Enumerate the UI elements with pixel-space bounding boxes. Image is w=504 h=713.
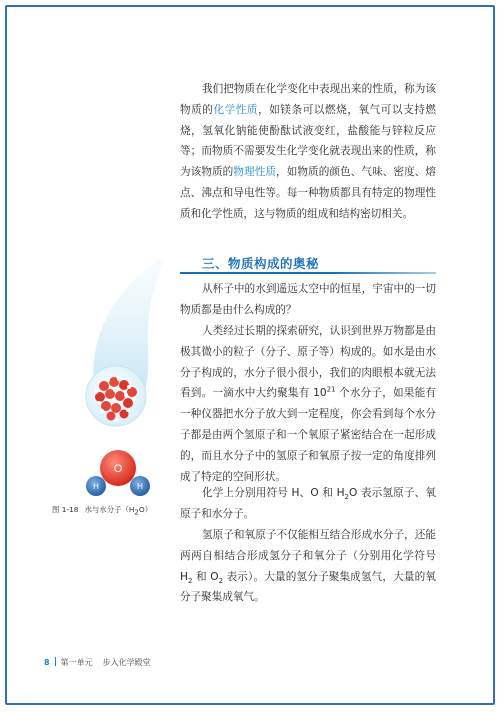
element-paragraph bbox=[180, 525, 436, 608]
keyword-chemical-property: 化学性质 bbox=[213, 103, 259, 116]
water-molecule-illustration bbox=[66, 258, 170, 498]
hydrogen-label-right: H bbox=[137, 482, 143, 491]
intro-text-1: 我们把物质在化学变化中表现出来的性质，称为该物质的 bbox=[180, 83, 436, 116]
footer-separator bbox=[55, 657, 56, 666]
element-text-2: 和 O bbox=[192, 570, 219, 583]
subscript: 2 bbox=[344, 493, 350, 502]
keyword-physical-property: 物理性质 bbox=[233, 166, 277, 179]
intro-paragraph bbox=[180, 79, 436, 225]
element-text-3: 表示）。大量的氢分子聚集成氢气，大量的氧分子聚集成氧气。 bbox=[180, 570, 436, 604]
oxygen-label: O bbox=[113, 463, 123, 475]
symbol-paragraph bbox=[180, 483, 436, 525]
figure-number: 图 1-18 bbox=[52, 505, 79, 514]
symbol-text-1: 化学上分别用符号 H、O 和 H bbox=[202, 487, 345, 499]
hydrogen-label-left: H bbox=[93, 482, 99, 491]
intro-text-3: ，如物质的颜色、气味、密度、熔点、沸点和导电性等。每一种物质都具有特定的物理性质和化学性质，这与物质的组成和结构密切相关。 bbox=[180, 166, 437, 220]
figure-caption bbox=[52, 504, 152, 515]
symbol-text-2: O 表示氢原子、氧原子和水分子。 bbox=[180, 487, 436, 520]
subscript-h2: 2 bbox=[187, 576, 193, 585]
unit-title: 步入化学殿堂 bbox=[102, 658, 151, 667]
section-heading-underline bbox=[180, 272, 436, 274]
caption-subscript: 2 bbox=[134, 508, 139, 517]
question-paragraph: 从杯子中的水到遥远太空中的恒星，宇宙中的一切物质都是由什么构成的？ bbox=[180, 283, 436, 316]
exponent: 21 bbox=[326, 385, 336, 394]
molecule-text-1: 人类经过长期的探索研究，认识到世界万物都是由极其微小的粒子（分子、原子等）构成的。如水是由水分子构成的，水分子很小很小，我们的肉眼根本就无法看到。一滴水中大约聚集有 10 bbox=[180, 325, 436, 400]
page-number: 8 bbox=[44, 658, 50, 667]
caption-text: 水与水分子（H bbox=[84, 505, 135, 514]
page-footer bbox=[44, 657, 151, 668]
intro-text-2: ，如镁条可以燃烧，氧气可以支持燃烧，氢氧化钠能使酚酞试液变红，盐酸能与锌粒反应等；而物质不需要发生化学变化就表现出来的性质，称为该物质的 bbox=[180, 103, 437, 179]
element-text-1: 氢原子和氧原子不仅能相互结合形成水分子，还能两两自相结合形成氢分子和氧分子（分别用化学符号 H bbox=[180, 529, 436, 583]
unit-label: 第一单元 bbox=[60, 658, 93, 667]
subscript-o2: 2 bbox=[218, 576, 224, 585]
molecule-paragraph bbox=[180, 321, 436, 487]
caption-end: O） bbox=[138, 505, 153, 514]
molecule-text-2: 个水分子，如果能有一种仪器把水分子放大到一定程度，你会看到每个水分子都是由两个氢原子和一个氧原子紧密结合在一起形成的，而且水分子中的氢原子和氧原子按一定的角度排列成了特定的空间形状。 bbox=[180, 387, 436, 483]
section-heading: 三、物质构成的奥秘 bbox=[202, 256, 320, 271]
